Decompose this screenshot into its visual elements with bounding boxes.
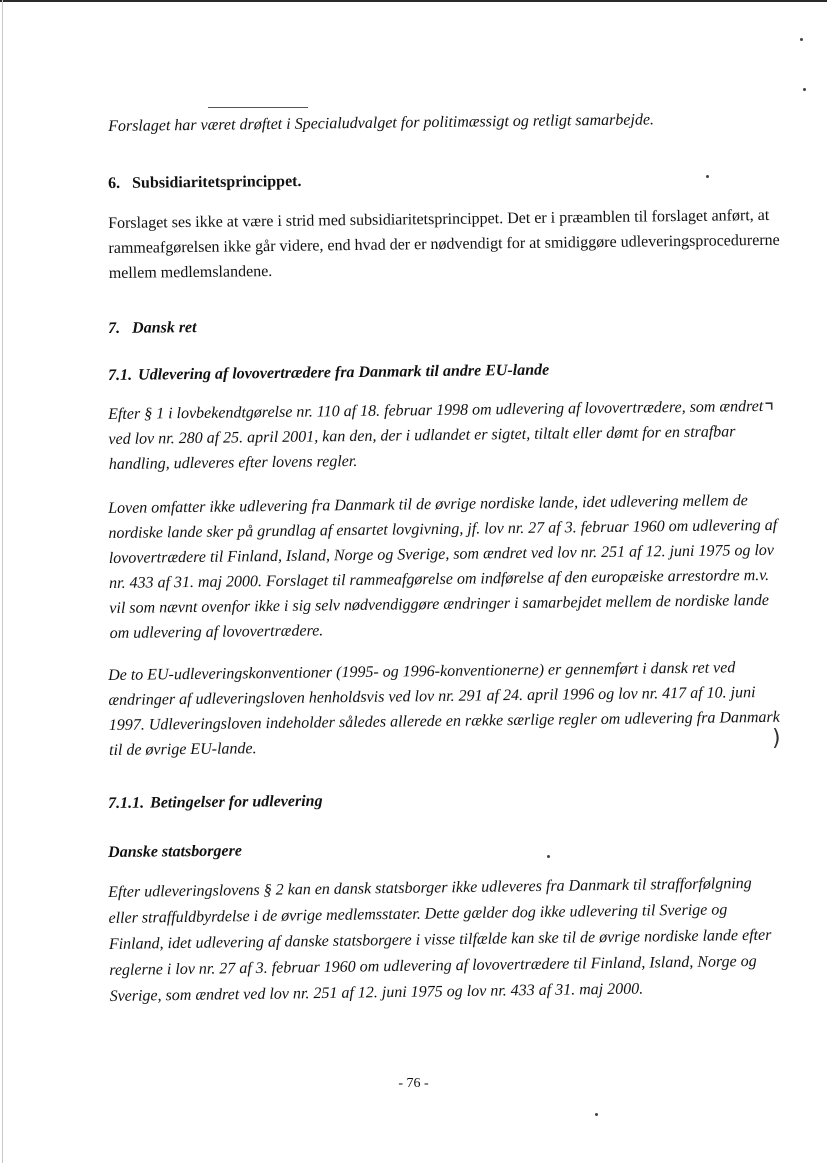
section-6-body: Forslaget ses ikke at være i strid med subsidiaritetsprincippet. Det er i præamblen til forslaget anført, at rammeafgørelsen ikke går videre, end hvad der er nødvendigt for at smidiggøre udleveringsprocedurerne mellem medlemslandene. [108,206,780,282]
section-7-heading [108,318,197,339]
page-number: - 76 - [398,1076,429,1091]
section-7-1-number: 7.1. [108,366,133,384]
section-7-number: 7. [108,319,121,337]
intro-paragraph: Forslaget har været drøftet i Specialudvalget for politimæssigt og retligt samarbejde. [108,111,655,135]
scan-speck [800,38,803,41]
margin-mark-bottom: ) [772,726,781,751]
section-6-heading [108,172,302,194]
section-7-1-1-number: 7.1.1. [108,794,145,812]
section-7-1-heading [108,361,549,386]
danske-statsborgere-body: Efter udleveringslovens § 2 kan en dansk statsborger ikke udleveres fra Danmark til strafforfølgning eller straffuldbyrdelse i de øvrige medlemsstater. Dette gælder dog ikke udlevering til Sverige og Finland, idet udlevering af danske statsborgere i visse tilfælde kan ske til de øvrige nordiske lande efter reglerne i lov nr. 27 af 3. februar 1960 om udlevering af lovovertrædere til Finland, Island, Norge og Sverige, som ændret ved lov nr. 251 af 12. juni 1975 og lov nr. 433 af 31. maj 2000. [108,875,772,1005]
scan-speck [595,1113,598,1116]
scan-top-border [0,0,827,2]
danske-statsborgere-heading: Danske statsborgere [108,842,242,861]
section-7-1-paragraph-2: Loven omfatter ikke udlevering fra Danmark til de øvrige nordiske lande, idet udlevering mellem de nordiske lande sker på grundlag af ensartet lovgivning, jf. lov nr. 27 af 3. februar 1960 om udlevering af lovovertrædere til Finland, Island, Norge og Sverige, som ændret ved lov nr. 251 af 12. juni 1975 og lov nr. 433 af 31. maj 2000. Forslaget til rammeafgørelse om indførelse af den europæiske arrestordre m.v. vil som nævnt ovenfor ikke i sig selv nødvendiggøre ændringer i samarbejdet mellem de nordiske lande om udlevering af lovovertrædere. [108,492,778,642]
scan-left-edge [2,0,3,1163]
section-7-1-paragraph-3: De to EU-udleveringskonventioner (1995- og 1996-konventionerne) er gennemført i dansk ret ved ændringer af udleveringsloven henholdsvis ved lov nr. 291 af 24. april 1996 og lov nr. 417 af 10. juni 1997. Udleveringsloven indeholder således allerede en række særlige regler om udlevering fra Danmark til de øvrige EU-lande. [108,659,780,759]
section-6-title: Subsidiaritetsprincippet. [132,172,302,192]
section-7-1-paragraph-1: Efter § 1 i lovbekendtgørelse nr. 110 af 18. februar 1998 om udlevering af lovovertrædere, som ændret ved lov nr. 280 af 25. april 2001, kan den, der i udlandet er sigtet, tiltalt eller dømt for en strafbar handling, udleveres efter lovens regler. [108,397,764,473]
scan-speck [547,855,550,858]
scan-speck [803,88,806,91]
handwritten-line [208,107,308,108]
section-7-1-1-heading [108,792,323,814]
section-7-title: Dansk ret [132,319,197,337]
section-7-1-1-title: Betingelser for udlevering [150,792,323,812]
section-6-number: 6. [108,174,121,192]
scan-speck [706,175,709,178]
margin-mark-top: ⌝ [764,400,775,425]
section-7-1-title: Udlevering af lovovertrædere fra Danmark til andre EU-lande [138,361,550,384]
